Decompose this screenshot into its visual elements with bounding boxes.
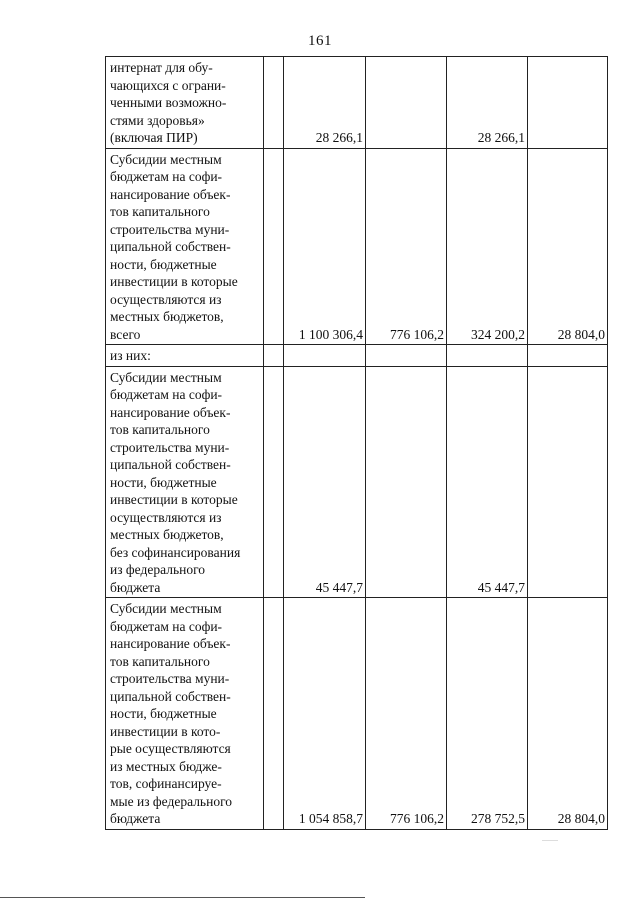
row-description: из них: [106, 345, 264, 367]
value-col-3 [447, 345, 528, 367]
blank-cell [264, 148, 284, 345]
value-total: 45 447,7 [284, 366, 366, 598]
value-col-3: 28 266,1 [447, 57, 528, 149]
table-row [106, 57, 608, 149]
value-col-4 [528, 57, 608, 149]
value-col-4: 28 804,0 [528, 598, 608, 830]
blank-cell [264, 345, 284, 367]
blank-cell [264, 57, 284, 149]
value-total: 1 100 306,4 [284, 148, 366, 345]
blank-cell [264, 598, 284, 830]
value-col-2 [366, 366, 447, 598]
value-total: 1 054 858,7 [284, 598, 366, 830]
blank-cell [264, 366, 284, 598]
value-total: 28 266,1 [284, 57, 366, 149]
scan-mark [542, 840, 558, 841]
value-total [284, 345, 366, 367]
value-col-4 [528, 366, 608, 598]
value-col-2 [366, 57, 447, 149]
value-col-2: 776 106,2 [366, 598, 447, 830]
value-col-2: 776 106,2 [366, 148, 447, 345]
row-description: Субсидии местным бюджетам на софи- нансирование объек- тов капитального строительства муни- ципальной собствен- ности, бюджетные инвестиции в которые осуществляются из местных бюджетов, без софинансирования из федерального бюджета [106, 366, 264, 598]
row-description: интернат для обу- чающихся с ограни- ченными возможно- стями здоровья» (включая ПИР) [106, 57, 264, 149]
value-col-3: 45 447,7 [447, 366, 528, 598]
table-row [106, 345, 608, 367]
value-col-4: 28 804,0 [528, 148, 608, 345]
value-col-3: 278 752,5 [447, 598, 528, 830]
page-number: 161 [308, 33, 332, 49]
value-col-4 [528, 345, 608, 367]
budget-table [105, 56, 608, 830]
table-row [106, 148, 608, 345]
value-col-2 [366, 345, 447, 367]
value-col-3: 324 200,2 [447, 148, 528, 345]
table-row [106, 366, 608, 598]
row-description: Субсидии местным бюджетам на софи- нансирование объек- тов капитального строительства муни- ципальной собствен- ности, бюджетные инвестиции в которые осуществляются из местных бюджетов, всего [106, 148, 264, 345]
row-description: Субсидии местным бюджетам на софи- нансирование объек- тов капитального строительства муни- ципальной собствен- ности, бюджетные инвестиции в кото- рые осуществляются из местных бюдже- тов, софинансируе- мые из федерального бюджета [106, 598, 264, 830]
footer-rule [0, 897, 365, 898]
table-row [106, 598, 608, 830]
